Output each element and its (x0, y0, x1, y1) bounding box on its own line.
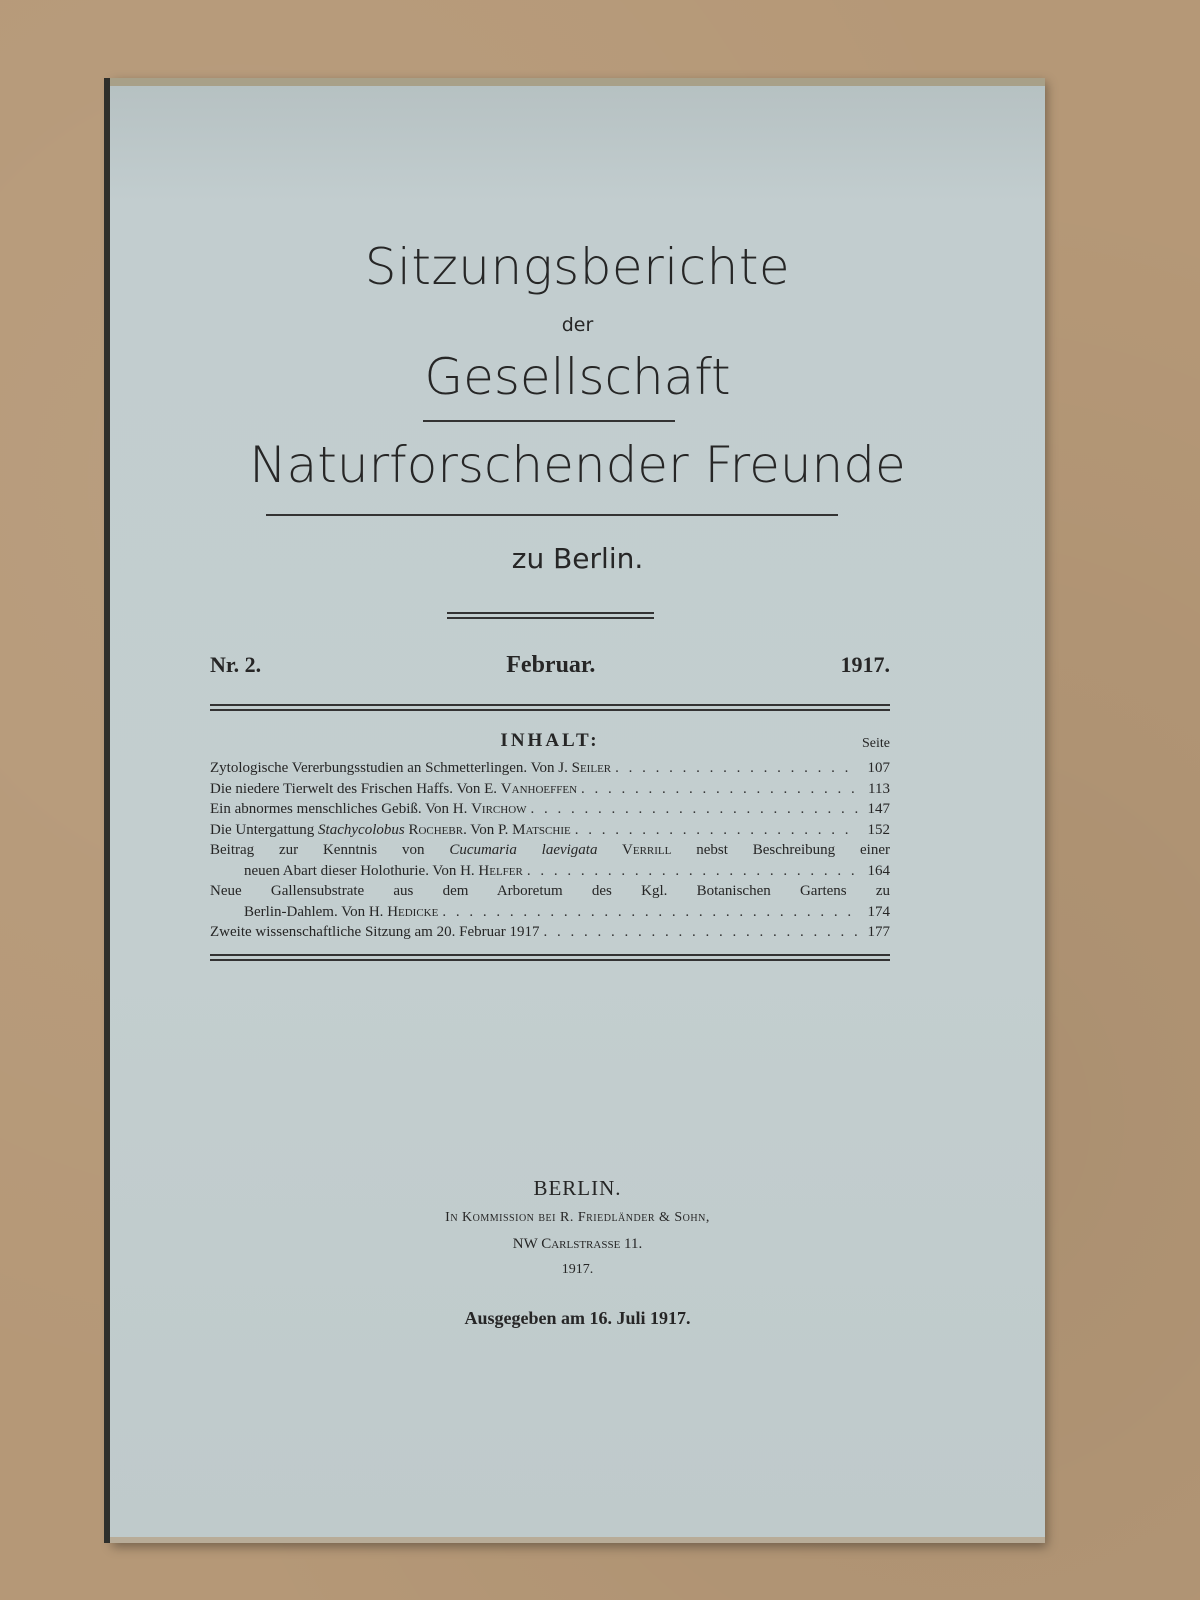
toc-entry-title-cont: nebst Beschreibung einer (671, 842, 890, 858)
leader-dots (438, 902, 858, 923)
address-street: Carlstrasse (541, 1236, 621, 1252)
publisher-address (110, 1236, 1045, 1253)
table-of-contents (210, 758, 890, 943)
toc-entry (210, 881, 890, 922)
toc-entry-taxon-author: Rochebr. (404, 821, 467, 838)
address-district: NW (512, 1236, 542, 1252)
double-rule-bottom (210, 954, 890, 961)
toc-entry (210, 820, 890, 841)
leader-dots (611, 758, 858, 779)
leader-dots (523, 861, 858, 882)
toc-entry-title: Beitrag zur Kenntnis von (210, 842, 450, 858)
toc-entry-page: 174 (867, 903, 890, 920)
toc-entry-author: Hedicke (387, 903, 439, 920)
issue-month: Februar. (506, 652, 596, 678)
title-der: der (561, 314, 594, 336)
title-zu-berlin: zu Berlin. (511, 542, 644, 575)
toc-entry (210, 758, 890, 779)
toc-entry-taxon: Stachycolobus (318, 821, 405, 838)
toc-entry-author: Vanhoeffen (500, 780, 578, 797)
toc-entry-taxon-author: Verrill (597, 842, 672, 858)
toc-entry-title-cont: Von P. (466, 821, 513, 838)
double-rule-short (447, 612, 654, 619)
toc-entry-page: 152 (867, 821, 890, 838)
title-naturforschender-freunde: Naturforschender Freunde (249, 436, 906, 494)
toc-entry-page: 147 (867, 801, 890, 817)
title-sitzungsberichte: Sitzungsberichte (364, 238, 791, 296)
double-rule-top (210, 704, 890, 711)
issue-number: Nr. 2. (210, 652, 262, 677)
toc-entry-author: Matschie (512, 821, 571, 838)
leader-dots (540, 922, 858, 943)
leader-dots (577, 779, 858, 800)
underline-naturforschender (266, 514, 838, 516)
toc-entry-title-line2: neuen Abart dieser Holothurie. Von H. (244, 862, 479, 879)
contents-heading: INHALT: (500, 730, 600, 751)
toc-entry (210, 779, 890, 800)
leader-dots (527, 799, 858, 820)
leader-dots (571, 820, 858, 841)
toc-entry-page: 107 (867, 760, 890, 776)
toc-entry-title: Zytologische Vererbungsstudien an Schmetterlingen. Von J. (210, 760, 572, 776)
toc-entry-title: Neue Gallensubstrate aus dem Arboretum des Kgl. Botanischen Gartens zu (210, 883, 890, 899)
publisher-year: 1917. (561, 1262, 594, 1277)
toc-entry-page: 113 (868, 780, 890, 797)
underline-gesellschaft (423, 420, 675, 422)
toc-entry-title: Zweite wissenschaftliche Sitzung am 20. Februar 1917 (210, 924, 540, 940)
toc-entry-title: Ein abnormes menschliches Gebiß. Von H. (210, 801, 472, 817)
title-gesellschaft: Gesellschaft (424, 348, 731, 406)
journal-cover (110, 78, 1045, 1543)
toc-entry-title-line2: Berlin-Dahlem. Von H. (244, 903, 388, 920)
publisher-city: BERLIN. (533, 1176, 622, 1200)
toc-entry-page: 177 (867, 924, 890, 940)
issue-info-row (210, 652, 890, 679)
toc-entry-author: Seiler (571, 760, 612, 776)
toc-entry-title: Die niedere Tierwelt des Frischen Haffs. Von E. (210, 780, 501, 797)
address-number: 11. (620, 1236, 643, 1252)
toc-entry-author: Helfer (478, 862, 523, 879)
issue-year: 1917. (840, 652, 890, 677)
issued-date: Ausgegeben am 16. Juli 1917. (464, 1308, 691, 1328)
page-column-label: Seite (862, 736, 890, 751)
toc-entry-taxon: Cucumaria laevigata (449, 842, 598, 858)
toc-entry-page: 164 (867, 862, 890, 879)
toc-entry-title: Die Untergattung (210, 821, 319, 838)
contents-header (210, 730, 890, 754)
toc-entry-author: Virchow (471, 801, 527, 817)
toc-entry (210, 840, 890, 881)
publisher-name: In Kommission bei R. Friedländer & Sohn, (445, 1210, 710, 1225)
toc-entry (210, 799, 890, 820)
toc-entry (210, 922, 890, 943)
